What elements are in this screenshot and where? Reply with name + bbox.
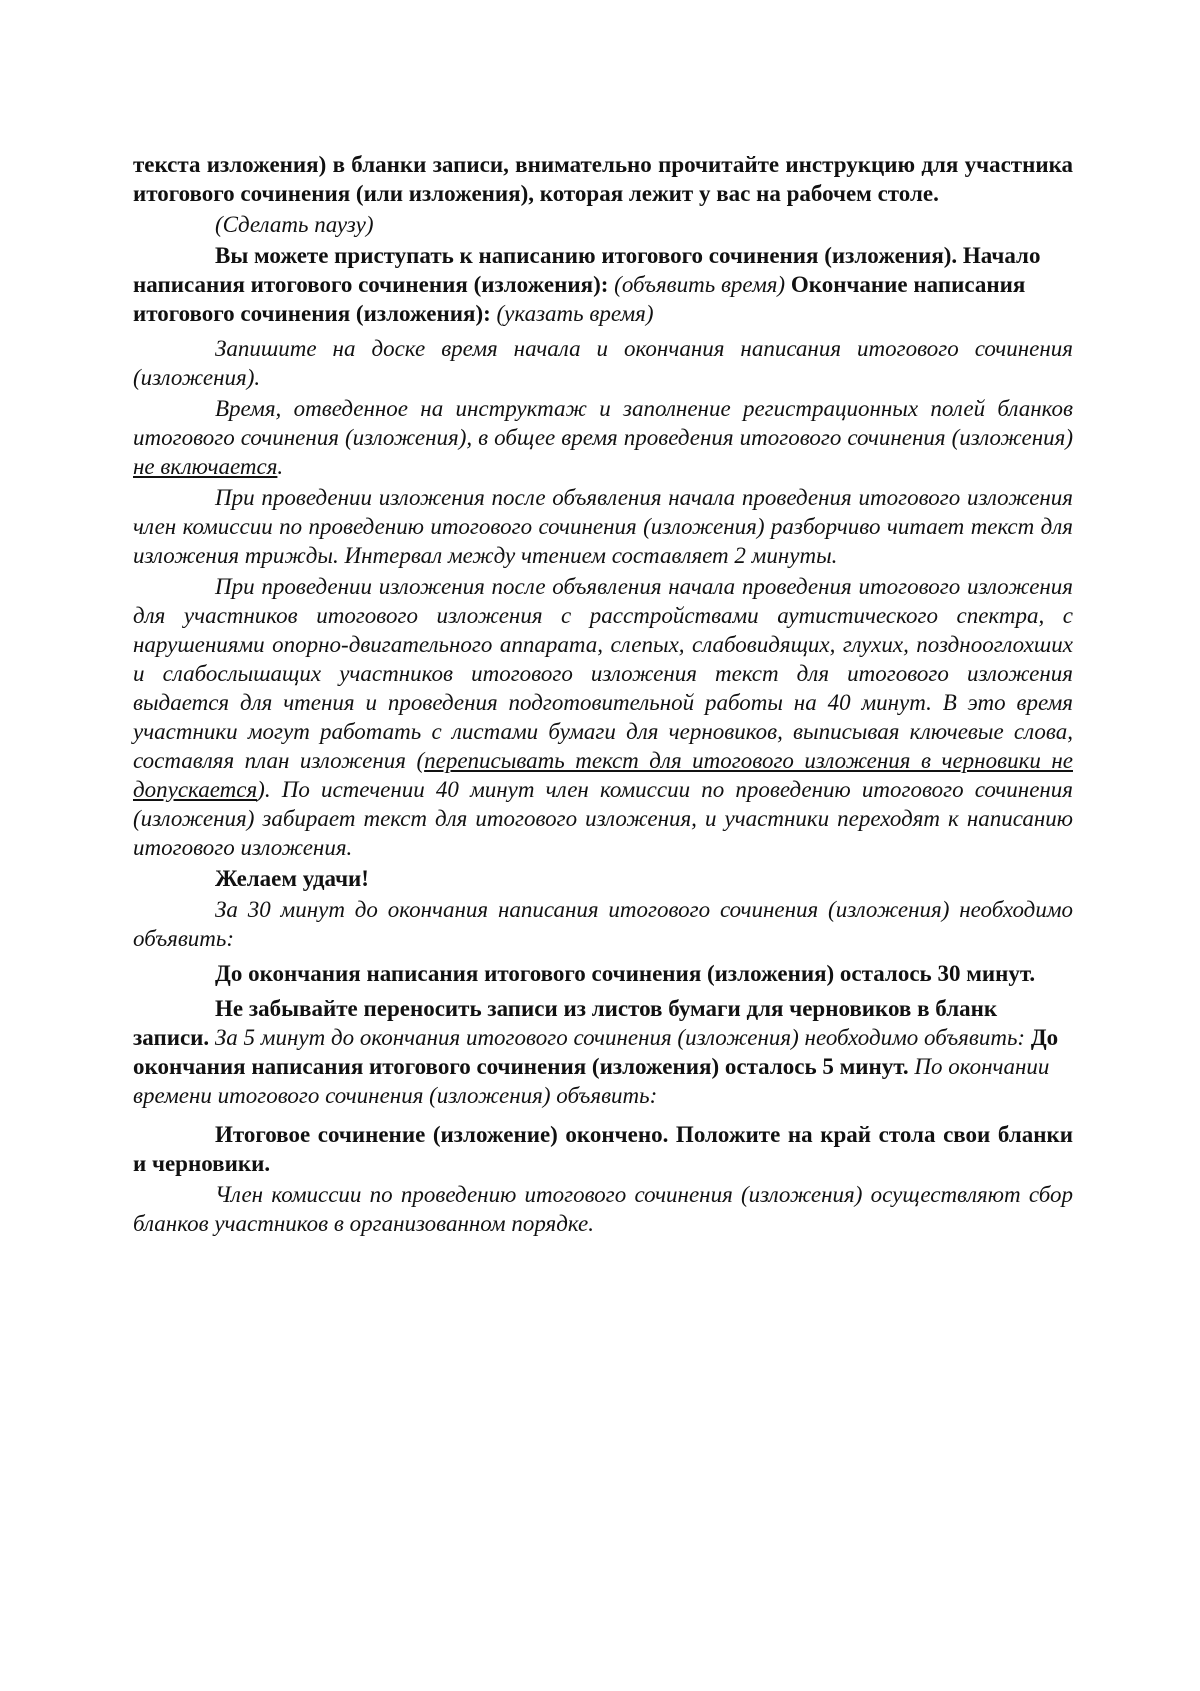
paragraph-special-participants: [133, 572, 1073, 862]
paragraph-reading-procedure: При проведении изложения после объявления начала проведения итогового изложения член комиссии по проведению итогового сочинения (изложения) разборчиво читает текст для изложения трижды. Интервал между чтением составляет 2 минуты.: [133, 485, 1073, 568]
paragraph-collection-note: Член комиссии по проведению итогового сочинения (изложения) осуществляют сбор бланков участников в организованном порядке.: [133, 1182, 1073, 1236]
paragraph-board-note: Запишите на доске время начала и окончания написания итогового сочинения (изложения).: [133, 336, 1073, 390]
paragraph-5-min-block: [133, 994, 1073, 1110]
five-min-note: За 5 минут до окончания итогового сочинения (изложения) необходимо объявить:: [209, 1025, 1026, 1050]
paragraph-start-announcement: [133, 241, 1073, 328]
copying-not-allowed-underlined: переписывать текст для итогового изложения в черновики не допускается: [133, 748, 1073, 802]
special-participants-end: ). По истечении 40 минут член комиссии по проведению итогового сочинения (изложения) забирает текст для итогового изложения, и участники переходят к написанию итогового изложения.: [133, 777, 1073, 860]
not-included-underlined: не включается: [133, 454, 278, 479]
time-note-end: .: [277, 454, 284, 479]
announce-time-note: (объявить время): [608, 272, 786, 297]
transfer-records-text: Не забывайте переносить записи из листов бумаги для черновиков в бланк записи.: [133, 996, 998, 1050]
paragraph-30-min-note: За 30 минут до окончания написания итогового сочинения (изложения) необходимо объявить:: [133, 897, 1073, 951]
start-text: Вы можете приступать к написанию итогового сочинения (изложения). Начало написания итогового сочинения (изложения):: [133, 243, 1041, 297]
five-min-announcement: До окончания написания итогового сочинения (изложения) осталось 5 минут.: [133, 1025, 1059, 1079]
specify-time-note: (указать время): [490, 301, 654, 326]
paragraph-instruction-reminder: текста изложения) в бланки записи, внимательно прочитайте инструкцию для участника итогового сочинения (или изложения), которая лежит у вас на рабочем столе.: [133, 152, 1073, 206]
special-participants-text: При проведении изложения после объявления начала проведения итогового изложения для участников итогового изложения с расстройствами аутистического спектра, с нарушениями опорно-двигательного аппарата, слепых, слабовидящих, глухих, позднооглохших и слабослышащих участников итогового изложения текст для итогового изложения выдается для чтения и проведения подготовительной работы на 40 минут. В это время участники могут работать с листами бумаги для черновиков, выписывая ключевые слова, составляя план изложения (: [133, 574, 1073, 773]
end-time-note: По окончании времени итогового сочинения (изложения) объявить:: [133, 1054, 1050, 1108]
time-note-text: Время, отведенное на инструктаж и заполнение регистрационных полей бланков итогового сочинения (изложения), в общее время проведения итогового сочинения (изложения): [133, 396, 1073, 450]
end-text: Окончание написания итогового сочинения (изложения):: [133, 272, 1026, 326]
paragraph-time-note: [133, 394, 1073, 481]
paragraph-good-luck: Желаем удачи!: [215, 866, 369, 891]
paragraph-pause-note: (Сделать паузу): [215, 212, 374, 237]
paragraph-30-min-announcement: До окончания написания итогового сочинения (изложения) осталось 30 минут.: [215, 961, 1036, 986]
paragraph-finished-announcement: Итоговое сочинение (изложение) окончено. Положите на край стола свои бланки и черновики.: [133, 1122, 1073, 1176]
document-body: [133, 150, 1073, 1238]
